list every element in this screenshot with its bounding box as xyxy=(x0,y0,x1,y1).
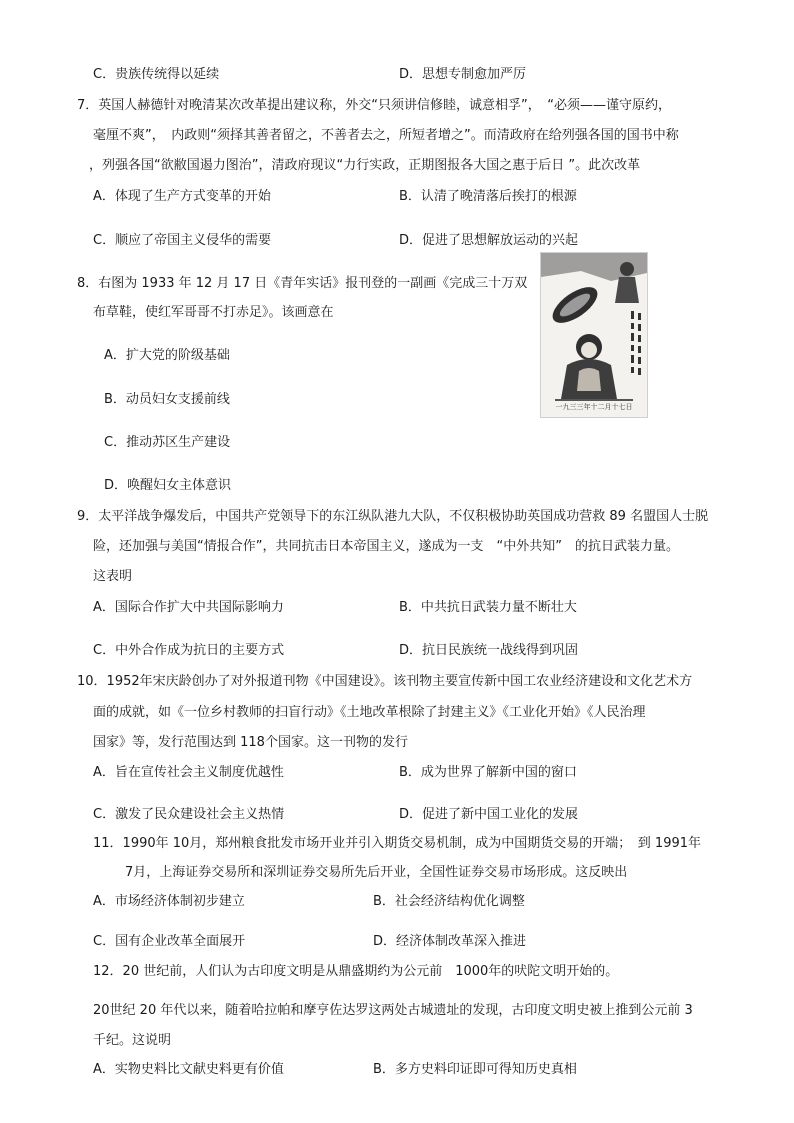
q10-option-b: B．成为世界了解新中国的窗口 xyxy=(399,765,577,780)
q7-stem-line3: ，列强各国“欲敝国遏力图治”，清政府现议“力行实政，正期图报各大国之惠于后日 ”。此次改革 xyxy=(89,158,641,173)
q9-stem-line2: 险，还加强与美国“情报合作”，共同抗击日本帝国主义，遂成为一支 “中外共知” 的抗日武装力量。 xyxy=(93,539,679,554)
q10-stem-line3: 国家》等，发行范围达到 118个国家。这一刊物的发行 xyxy=(93,735,408,750)
q9-option-c: C．中外合作成为抗日的主要方式 xyxy=(93,643,285,658)
q9-option-a: A．国际合作扩大中共国际影响力 xyxy=(93,600,284,615)
q8-option-c: C．推动苏区生产建设 xyxy=(104,435,231,450)
q6-option-c: C．贵族传统得以延续 xyxy=(93,67,220,82)
q8-option-b: B．动员妇女支援前线 xyxy=(104,392,230,407)
q8-stem-line1: 8．右图为 1933 年 12 月 17 日《青年实话》报刊登的一副画《完成三十万双 xyxy=(77,276,528,291)
q10-option-a: A．旨在宣传社会主义制度优越性 xyxy=(93,765,284,780)
q12-stem-line3: 千纪。这说明 xyxy=(93,1033,172,1048)
q12-option-b: B．多方史料印证即可得知历史真相 xyxy=(373,1062,577,1077)
q8-option-d: D．唤醒妇女主体意识 xyxy=(104,478,232,493)
q11-stem-line2: 7月，上海证券交易所和深圳证券交易所先后开业，全国性证券交易市场形成。这反映出 xyxy=(125,865,628,880)
q6-option-d: D．思想专制愈加严厉 xyxy=(399,67,527,82)
q11-option-d: D．经济体制改革深入推进 xyxy=(373,934,527,949)
figure-caption: 一九三三年十二月十七日 xyxy=(555,403,633,411)
q9-option-d: D．抗日民族统一战线得到巩固 xyxy=(399,643,579,658)
q9-stem-line1: 9．太平洋战争爆发后，中国共产党领导下的东江纵队港九大队，不仅积极协助英国成功营救 89 名盟国人士脱 xyxy=(77,509,709,524)
q10-option-c: C．激发了民众建设社会主义热情 xyxy=(93,807,285,822)
q10-stem-line1: 10．1952年宋庆龄创办了对外报道刊物《中国建设》。该刊物主要宣传新中国工农业经济建设和文化艺术方 xyxy=(77,674,693,689)
q7-stem-line2: 毫厘不爽”， 内政则“须择其善者留之，不善者去之，所短者增之”。而清政府在给列强各国的国书中称 xyxy=(93,128,679,143)
q7-option-b: B．认清了晚清落后挨打的根源 xyxy=(399,189,577,204)
q9-stem-line3: 这表明 xyxy=(93,569,133,584)
q11-option-c: C．国有企业改革全面展开 xyxy=(93,934,246,949)
q8-option-a: A．扩大党的阶级基础 xyxy=(104,348,230,363)
woodcut-drawing xyxy=(541,253,647,417)
q11-option-b: B．社会经济结构优化调整 xyxy=(373,894,525,909)
q7-option-d: D．促进了思想解放运动的兴起 xyxy=(399,233,579,248)
q12-stem-line2: 20世纪 20 年代以来，随着哈拉帕和摩亨佐达罗这两处古城遗址的发现，古印度文明史被上推到公元前 3 xyxy=(93,1003,693,1018)
q8-illustration xyxy=(540,252,648,418)
q12-stem-line1: 12．20 世纪前，人们认为古印度文明是从鼎盛期约为公元前 1000年的吠陀文明开始的。 xyxy=(93,964,619,979)
q11-stem-line1: 11．1990年 10月，郑州粮食批发市场开业并引入期货交易机制，成为中国期货交易的开端； 到 1991年 xyxy=(93,836,702,851)
q10-stem-line2: 面的成就，如《一位乡村教师的扫盲行动》《土地改革根除了封建主义》《工业化开始》《人民治理 xyxy=(93,705,646,720)
q9-option-b: B．中共抗日武装力量不断壮大 xyxy=(399,600,577,615)
q8-stem-line2: 布草鞋，使红军哥哥不打赤足》。该画意在 xyxy=(93,305,334,320)
q7-stem-line1: 7．英国人赫德针对晚清某次改革提出建议称，外交“只须讲信修睦，诚意相孚”， “必须——谨守原约， xyxy=(77,98,671,113)
q10-option-d: D．促进了新中国工业化的发展 xyxy=(399,807,579,822)
q12-option-a: A．实物史料比文献史料更有价值 xyxy=(93,1062,284,1077)
q11-option-a: A．市场经济体制初步建立 xyxy=(93,894,245,909)
q7-option-a: A．体现了生产方式变革的开始 xyxy=(93,189,271,204)
q7-option-c: C．顺应了帝国主义侵华的需要 xyxy=(93,233,272,248)
